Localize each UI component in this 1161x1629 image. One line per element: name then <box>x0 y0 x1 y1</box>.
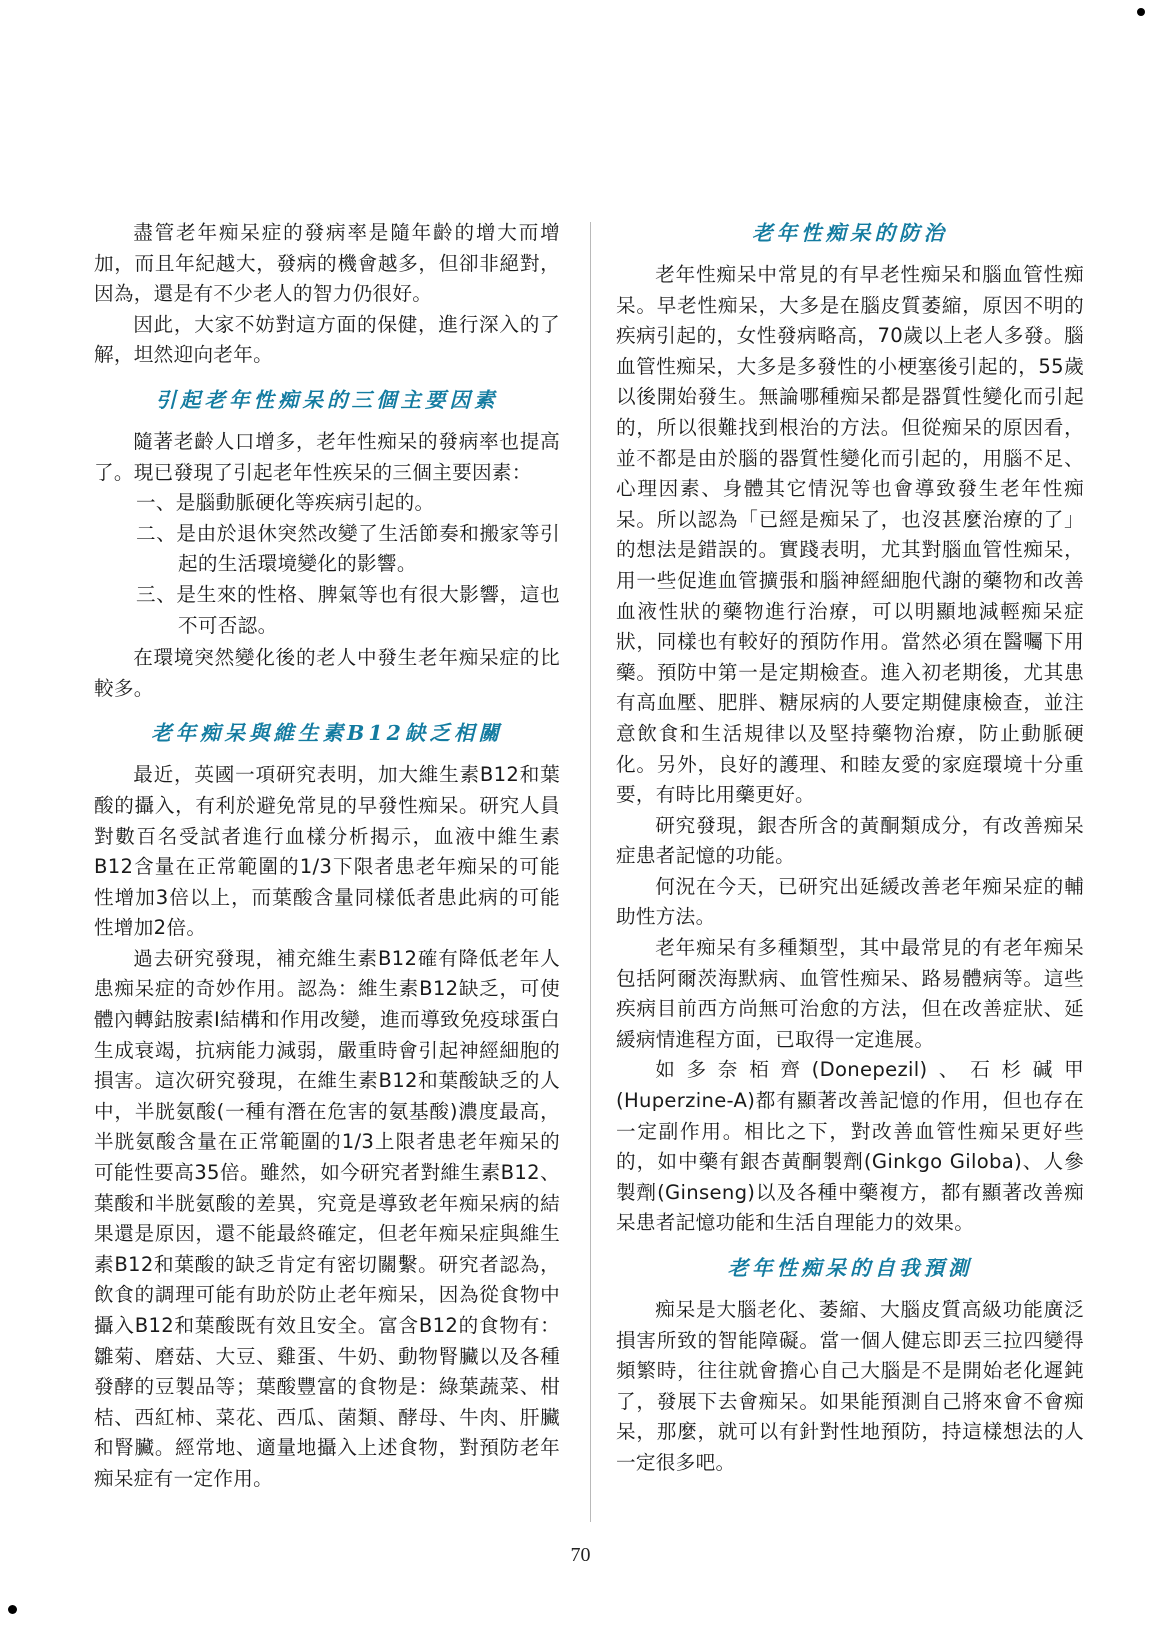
intro-paragraph-1: 盡管老年痴呆症的發病率是隨年齡的增大而增加，而且年紀越大，發病的機會越多，但卻非絕對，因為，還是有不少老人的智力仍很好。 <box>94 221 560 306</box>
self-prediction-paragraph: 痴呆是大腦老化、萎縮、大腦皮質高級功能廣泛損害所致的智能障礙。當一個人健忘即丟三拉四變得頻繁時，往往就會擔心自己大腦是不是開始老化遲鈍了，發展下去會痴呆。如果能預測自己將來會不會痴呆，那麼，就可以有針對性地預防，持這樣想法的人一定很多吧。 <box>616 1298 1084 1474</box>
three-factors-list <box>94 488 560 641</box>
three-factors-closing-paragraph: 在環境突然變化後的老人中發生老年痴呆症的比較多。 <box>94 646 560 700</box>
scan-dot-mark <box>8 1605 17 1614</box>
prevention-paragraph-1: 老年性痴呆中常見的有早老性痴呆和腦血管性痴呆。早老性痴呆，大多是在腦皮質萎縮，原因不明的疾病引起的，女性發病略高，70歲以上老人多發。腦血管性痴呆，大多是多發性的小梗塞後引起的，55歲以後開始發生。無論哪種痴呆都是器質性變化而引起的，所以很難找到根治的方法。但從痴呆的原因看，並不都是由於腦的器質性變化而引起的，用腦不足、心理因素、身體其它情況等也會導致發生老年性痴呆。所以認為「已經是痴呆了，也沒甚麼治療的了」的想法是錯誤的。實踐表明，尤其對腦血管性痴呆，用一些促進血管擴張和腦神經細胞代謝的藥物和改善血液性狀的藥物進行治療，可以明顯地減輕痴呆症狀，同樣也有較好的預防作用。當然必須在醫囑下用藥。預防中第一是定期檢查。進入初老期後，尤其患有高血壓、肥胖、糖尿病的人要定期健康檢查，並注意飲食和生活規律以及堅持藥物治療，防止動脈硬化。另外，良好的護理、和睦友愛的家庭環境十分重要，有時比用藥更好。 <box>616 263 1084 807</box>
section-heading-vitamin-b12: 老年痴呆與維生素B12缺乏相關 <box>151 721 503 746</box>
factor-item-2: 二、是由於退休突然改變了生活節奏和搬家等引起的生活環境變化的影響。 <box>136 521 560 576</box>
vitamin-b12-paragraph-2: 過去研究發現，補充維生素B12確有降低老年人患痴呆症的奇妙作用。認為：維生素B12缺乏，可使體內轉鈷胺素Ⅰ結構和作用改變，進而導致免疫球蛋白生成衰竭，抗病能力減弱，嚴重時會引起神經細胞的損害。這次研究發現，在維生素B12和葉酸缺乏的人中，半胱氨酸(一種有潛在危害的氨基酸)濃度最高，半胱氨酸含量在正常範圍的1/3上限者患老年痴呆的可能性要高35倍。雖然，如今研究者對維生素B12、葉酸和半胱氨酸的差異，究竟是導致老年痴呆病的結果還是原因，還不能最終確定，但老年痴呆症與維生素B12和葉酸的缺乏肯定有密切關繫。研究者認為，飲食的調理可能有助於防止老年痴呆，因為從食物中攝入B12和葉酸既有效且安全。富含B12的食物有：雛菊、磨菇、大豆、雞蛋、牛奶、動物腎臟以及各種發酵的豆製品等；葉酸豐富的食物是：綠葉蔬菜、柑桔、西紅柿、菜花、西瓜、菌類、酵母、牛肉、肝臟和腎臟。經常地、適量地攝入上述食物，對預防老年痴呆症有一定作用。 <box>94 946 560 1490</box>
page-number: 70 <box>570 1544 591 1566</box>
section-heading-prevention-treatment: 老年性痴呆的防治 <box>752 221 948 245</box>
right-column <box>616 218 1084 1479</box>
prevention-paragraph-5: 如多奈栢齊(Donepezil)、石杉碱甲(Huperzine-A)都有顯著改善記憶的作用，但也存在一定副作用。相比之下，對改善血管性痴呆更好些的，如中藥有銀杏黃酮製劑(Ginkgo Giloba)、人參製劑(Ginseng)以及各種中藥複方，都有顯著改善痴呆患者記憶功能和生活自理能力的效果。 <box>616 1058 1084 1235</box>
section-heading-self-prediction: 老年性痴呆的自我預測 <box>727 1256 973 1280</box>
prevention-paragraph-3: 何況在今天，已研究出延緩改善老年痴呆症的輔助性方法。 <box>616 874 1084 929</box>
left-column <box>94 218 560 1495</box>
vitamin-b12-paragraph-1: 最近，英國一項研究表明，加大維生素B12和葉酸的攝入，有利於避免常見的早發性痴呆。研究人員對數百名受試者進行血樣分析揭示，血液中維生素B12含量在正常範圍的1/3下限者患老年痴呆的可能性增加3倍以上，而葉酸含量同樣低者患此病的可能性增加2倍。 <box>94 763 560 940</box>
prevention-paragraph-4: 老年痴呆有多種類型，其中最常見的有老年痴呆包括阿爾茨海默病、血管性痴呆、路易體病等。這些疾病目前西方尚無可治愈的方法，但在改善症狀、延緩病情進程方面，已取得一定進展。 <box>616 936 1084 1051</box>
factor-item-3: 三、是生來的性格、脾氣等也有很大影響，這也不可否認。 <box>136 582 560 637</box>
three-factors-intro-paragraph: 隨著老齡人口增多，老年性痴呆的發病率也提高了。現已發現了引起老年性疾呆的三個主要因素： <box>94 429 560 484</box>
section-heading-three-factors: 引起老年性痴呆的三個主要因素 <box>155 387 499 412</box>
intro-paragraph-2: 因此，大家不妨對這方面的保健，進行深入的了解，坦然迎向老年。 <box>94 312 560 367</box>
column-divider <box>590 222 591 1522</box>
factor-item-1: 一、是腦動脈硬化等疾病引起的。 <box>136 491 435 515</box>
scan-dot-mark <box>1137 8 1145 16</box>
prevention-paragraph-2: 研究發現，銀杏所含的黃酮類成分，有改善痴呆症患者記憶的功能。 <box>616 813 1084 868</box>
